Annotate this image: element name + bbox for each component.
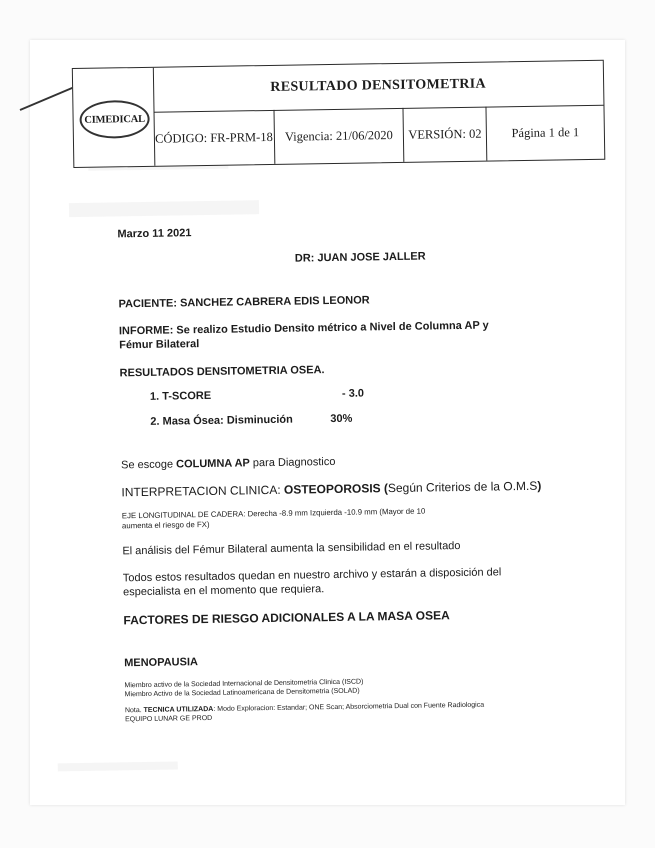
document-validity: Vigencia: 21/06/2020 (274, 108, 404, 164)
document-page (30, 40, 625, 805)
patient-name: PACIENTE: SANCHEZ CABRERA EDIS LEONOR (118, 294, 370, 311)
risk-factor-item: MENOPAUSIA (124, 656, 199, 670)
document-code: CÓDIGO: FR-PRM-18 (154, 110, 276, 166)
risk-factors-heading: FACTORES DE RIESGO ADICIONALES A LA MASA OSEA (123, 608, 450, 628)
report-summary-line1: INFORME: Se realizo Estudio Densito métrico a Nivel de Columna AP y (118, 319, 489, 338)
cimedical-logo: CIMEDICAL (79, 100, 150, 139)
equipment-note: EQUIPO LUNAR GE PROD (125, 714, 213, 724)
bleed-through-mark (58, 761, 178, 771)
membership-iscd: Miembro activo de la Sociedad Internacional de Densitometria Clinica (ISCD) (124, 678, 364, 690)
hip-axis-line2: aumenta el riesgo de FX) (121, 519, 210, 531)
report-date: Marzo 11 2021 (117, 227, 192, 241)
hip-axis-line1: EJE LONGITUDINAL DE CADERA: Derecha -8.9 mm Izquierda -10.9 mm (Mayor de 10 (121, 506, 426, 521)
bleed-through-mark (69, 200, 259, 217)
document-meta-row (154, 105, 605, 166)
diagnosis-line: Se escoge COLUMNA AP para Diagnostico (120, 455, 336, 472)
document-version: VERSIÓN: 02 (403, 107, 487, 162)
archive-note-line2: especialista en el momento que requiera. (122, 583, 325, 599)
results-heading: RESULTADOS DENSITOMETRIA OSEA. (119, 364, 325, 380)
page-number: Página 1 de 1 (511, 124, 580, 140)
document-content (26, 34, 633, 808)
clinical-interpretation: INTERPRETACION CLINICA: OSTEOPOROSIS (Según Criterios de la O.M.S) (121, 478, 542, 500)
tscore-label: 1. T-SCORE (149, 389, 212, 403)
doctor-name: DR: JUAN JOSE JALLER (294, 250, 426, 265)
membership-solad: Miembro Activo de la Sociedad Latinoamericana de Densitometria (SOLAD) (124, 687, 360, 699)
document-title: RESULTADO DENSITOMETRIA (153, 61, 604, 113)
report-summary-line2: Fémur Bilateral (119, 338, 200, 352)
bone-mass-label: 2. Masa Ósea: Disminución (150, 413, 293, 428)
bone-mass-value: 30% (330, 412, 353, 426)
document-header-table (72, 60, 606, 168)
femur-analysis: El análisis del Fémur Bilateral aumenta la sensibilidad en el resultado (122, 540, 461, 558)
archive-note-line1: Todos estos resultados quedan en nuestro archivo y estarán a disposición del (122, 566, 502, 585)
technique-note: Nota. TECNICA UTILIZADA: Modo Exploracion: Estandar; ONE Scan; Absorciometria Dual con Fuente Radiologica (124, 701, 485, 715)
logo-cell (73, 68, 156, 167)
tscore-value: - 3.0 (341, 387, 365, 400)
